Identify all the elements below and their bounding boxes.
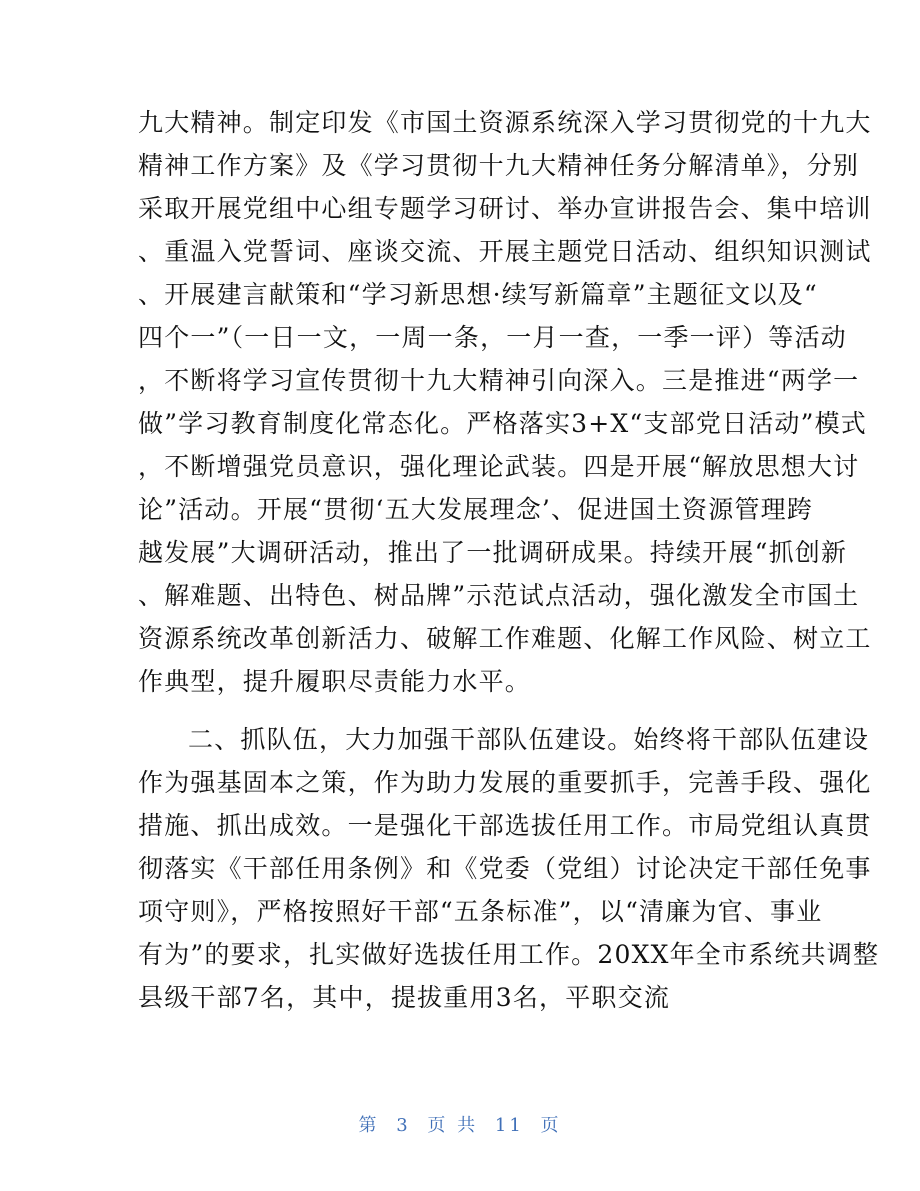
body-line-14: 作典型，提升履职尽责能力水平。 <box>138 667 532 696</box>
body-line-13: 资源系统改革创新活力、破解工作难题、化解工作风险、树立工 <box>138 624 872 653</box>
body-line-1: 九大精神。制定印发《市国土资源系统深入学习贯彻党的十九大 <box>138 108 872 137</box>
body-line-21: 县级干部7名，其中，提拔重用3名，平职交流 <box>138 983 671 1012</box>
body-line-6: 四个一”（一日一文，一周一条，一月一查，一季一评）等活动 <box>138 323 847 352</box>
body-line-16: 作为强基固本之策，作为助力发展的重要抓手，完善手段、强化 <box>138 768 872 797</box>
body-line-7: ，不断将学习宣传贯彻十九大精神引向深入。三是推进“两学一 <box>138 366 860 395</box>
footer-current-page: 3 <box>396 1115 411 1136</box>
body-line-9: ，不断增强党员意识，强化理论武装。四是开展“解放思想大讨 <box>138 452 860 481</box>
page-footer <box>0 1112 920 1140</box>
body-line-12: 、解难题、出特色、树品牌”示范试点活动，强化激发全市国土 <box>138 581 860 610</box>
body-line-8: 做”学习教育制度化常态化。严格落实3+X“支部党日活动”模式 <box>138 409 867 438</box>
body-line-18: 彻落实《干部任用条例》和《党委（党组）讨论决定干部任免事 <box>138 854 872 883</box>
body-line-11: 越发展”大调研活动，推出了一批调研成果。持续开展“抓创新 <box>138 538 848 567</box>
body-line-3: 采取开展党组中心组专题学习研讨、举办宣讲报告会、集中培训 <box>138 194 872 223</box>
body-line-2: 精神工作方案》及《学习贯彻十九大精神任务分解清单》，分别 <box>138 151 860 180</box>
body-line-10: 论”活动。开展“贯彻‘五大发展理念’、促进国土资源管理跨 <box>138 495 814 524</box>
body-line-17: 措施、抓出成效。一是强化干部选拔任用工作。市局党组认真贯 <box>138 811 872 840</box>
body-line-19: 项守则》，严格按照好干部“五条标准”，以“清廉为官、事业 <box>138 897 823 926</box>
footer-total-pages: 11 <box>494 1115 524 1136</box>
footer-suffix: 页 <box>540 1115 562 1136</box>
footer-prefix: 第 <box>358 1115 380 1136</box>
body-line-5: 、开展建言献策和“学习新思想·续写新篇章”主题征文以及“ <box>138 280 818 309</box>
body-line-15: 二、抓队伍，大力加强干部队伍建设。始终将干部队伍建设 <box>188 725 870 754</box>
body-line-4: 、重温入党誓词、座谈交流、开展主题党日活动、组织知识测试 <box>138 237 872 266</box>
body-line-20: 有为”的要求，扎实做好选拔任用工作。20XX年全市系统共调整 <box>138 940 880 969</box>
footer-middle: 页 共 <box>427 1115 479 1136</box>
